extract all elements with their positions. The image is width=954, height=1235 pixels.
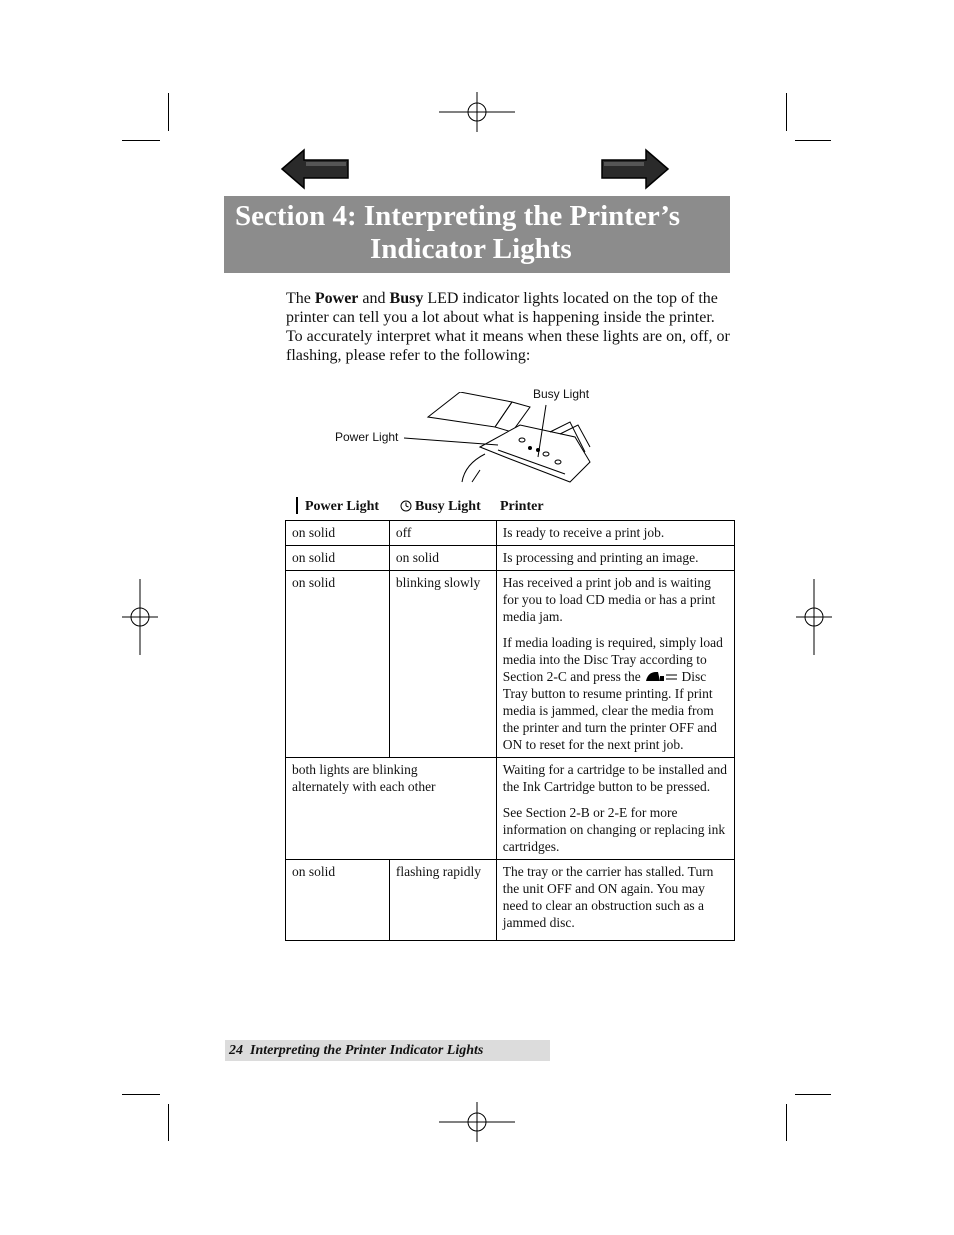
table-row [286,546,735,571]
printer-text-part: Disc Tray button to resume printing. If print media is jammed, clear the media from the printer and turn the printer OFF and ON to reset for the next print job. [502,669,717,752]
printer-text [503,634,728,753]
intro-text: The [286,290,315,307]
page-footer [225,1040,550,1061]
indicator-table [285,520,735,941]
power-cell: on solid [292,525,336,540]
busy-light-icon [400,500,412,512]
intro-busy-term: Busy [389,290,424,307]
crop-mark [795,140,831,141]
registration-mark [122,579,158,655]
callout-lines [400,400,600,470]
busy-cell: on solid [395,550,439,565]
printer-text-part: If media loading is required, simply load media into the Disc Tray according to Section 2-C and press the [502,635,723,684]
title-line-1: Section 4: Interpreting the Printer’s [235,200,681,232]
title-line-2: Indicator Lights [370,233,572,265]
crop-mark [122,140,160,141]
registration-mark [439,1102,515,1142]
header-printer: Printer [500,499,544,514]
page-number: 24 [229,1043,243,1058]
table-row [286,571,735,758]
table-row [286,758,735,860]
crop-mark [795,1094,831,1095]
busy-cell: off [395,525,412,540]
disc-tray-icon [644,670,678,682]
crop-mark [786,1104,787,1141]
crop-mark [168,93,169,131]
crop-mark [786,93,787,131]
printer-cell: Is processing and printing an image. [502,550,699,565]
busy-cell: blinking slowly [395,575,481,590]
power-cell: on solid [292,864,336,879]
printer-cell: Is ready to receive a print job. [502,525,665,540]
table-row [286,521,735,546]
power-light-icon [296,497,298,514]
header-power-light: Power Light [305,499,380,514]
crop-mark [122,1094,160,1095]
table-row [286,860,735,941]
printer-text: See Section 2-B or 2-E for more information on changing or replacing ink cartridges. [502,805,726,854]
power-cell: on solid [292,550,336,565]
back-arrow-icon[interactable] [280,148,350,190]
printer-text: Has received a print job and is waiting for you to load CD media or has a print media jam. [502,575,716,624]
printer-cell [497,571,734,757]
printer-text: Waiting for a cartridge to be installed and the Ink Cartridge button to be pressed. [502,762,727,794]
power-cell: both lights are blinking alternately with each other [292,762,436,794]
forward-arrow-icon[interactable] [600,148,670,190]
section-title [224,196,730,273]
printer-cell: The tray or the carrier has stalled. Turn the unit OFF and ON again. You may need to clear an obstruction such as a jammed disc. [502,864,714,930]
intro-text: and [358,290,390,307]
footer-title: Interpreting the Printer Indicator Lights [250,1043,484,1058]
intro-text: LED indicator lights located on the top of the printer can tell you a lot about what is happening inside the printer. To accurately interpret what it means when these lights are on, off, or flashing, please refer to the following: [286,290,730,364]
intro-power-term: Power [314,290,359,307]
power-light-label: Power Light [335,430,399,444]
registration-mark [796,579,832,655]
registration-mark [439,92,515,132]
header-busy-light: Busy Light [415,499,481,514]
power-cell: on solid [292,575,336,590]
crop-mark [168,1104,169,1141]
busy-light-label: Busy Light [533,387,590,401]
printer-cell [497,758,734,859]
intro-paragraph [286,289,734,365]
busy-cell: flashing rapidly [395,864,481,879]
